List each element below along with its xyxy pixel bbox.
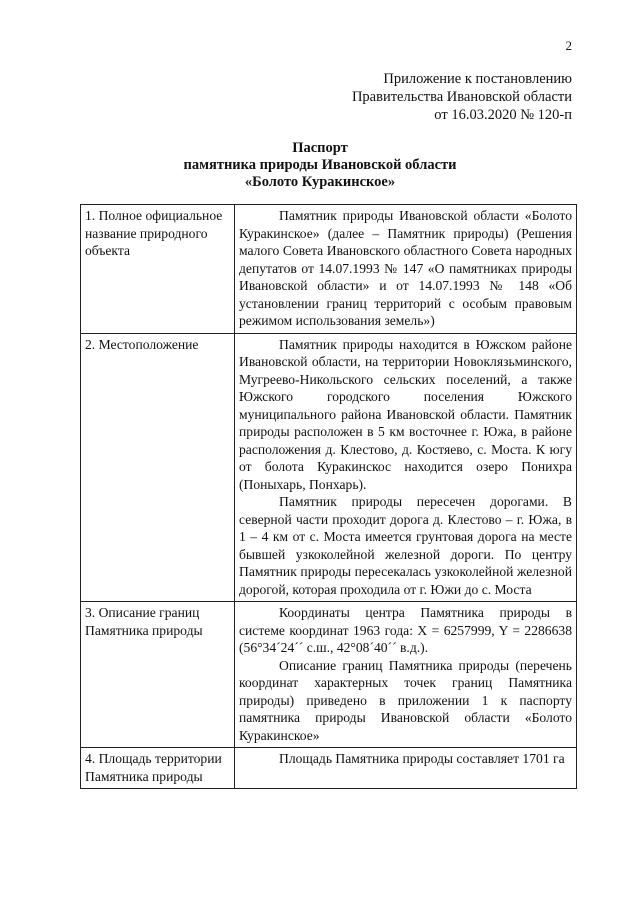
row-label: 4. Площадь территории Памятника природы bbox=[81, 748, 235, 789]
paragraph: Памятник природы Ивановской области «Болото Куракинское» (далее – Памятник природы) (Решения малого Совета Ивановского областного Совета народных депутатов от 14.07.1993 № 147 «О памятниках природы Ивановской области» и от 14.07.1993 № 148 «Об установлении границ территорий с особым правовым режимом использования земель») bbox=[239, 208, 572, 328]
appendix-line-3: от 16.03.2020 № 120-п bbox=[434, 107, 572, 123]
appendix-line-2: Правительства Ивановской области bbox=[351, 89, 572, 105]
row-label: 1. Полное официальное название природного объекта bbox=[81, 205, 235, 334]
paragraph: Описание границ Памятника природы (перечень координат характерных точек границ Памятника природы) приведено в приложении 1 к паспорту памятника природы Ивановской области «Болото Куракинское» bbox=[239, 657, 572, 743]
row-content bbox=[235, 205, 577, 334]
page-number: 2 bbox=[565, 38, 572, 53]
row-content bbox=[235, 333, 577, 602]
row-label: 3. Описание границ Памятника природы bbox=[81, 602, 235, 748]
paragraph: Памятник природы находится в Южском районе Ивановской области, на территории Новоклязьминского, Мугреево-Никольского сельских поселений, а также Южского городского поселения Южского муниципального района Ивановской области. Памятник природы расположен в 5 км восточнее г. Южа, в районе расположения д. Клестово, д. Костяево, с. Моста. К югу от болота Куракинскос находится озеро Понихра (Поныхарь, Понхарь). bbox=[239, 336, 572, 492]
row-content bbox=[235, 602, 577, 748]
row-content bbox=[235, 748, 577, 789]
table-row bbox=[81, 205, 577, 334]
title-line-3: «Болото Куракинское» bbox=[244, 174, 396, 190]
appendix-reference bbox=[352, 70, 572, 124]
row-label: 2. Местоположение bbox=[81, 333, 235, 602]
document-title bbox=[0, 140, 640, 191]
table-row bbox=[81, 602, 577, 748]
paragraph: Площадь Памятника природы составляет 1701 га bbox=[279, 751, 565, 766]
appendix-line-1: Приложение к постановлению bbox=[383, 71, 572, 87]
paragraph: Памятник природы пересечен дорогами. В северной части проходит дорога д. Клестово – г. Южа, в 1 – 4 км от с. Моста имеется грунтовая дорога на месте бывшей узкоколейной железной дороги. По центру Памятник природы пересекалась узкоколейной железной дорогой, которая проходила от г. Южи до с. Моста bbox=[239, 494, 572, 597]
passport-table bbox=[80, 204, 577, 789]
paragraph: Координаты центра Памятника природы в системе координат 1963 года: X = 6257999, Y = 2286638 (56°34´24´´ с.ш., 42°08´40´´ в.д.). bbox=[239, 605, 572, 655]
title-line-2: памятника природы Ивановской области bbox=[183, 157, 457, 173]
table-row bbox=[81, 748, 577, 789]
title-line-1: Паспорт bbox=[292, 140, 348, 156]
table-row bbox=[81, 333, 577, 602]
